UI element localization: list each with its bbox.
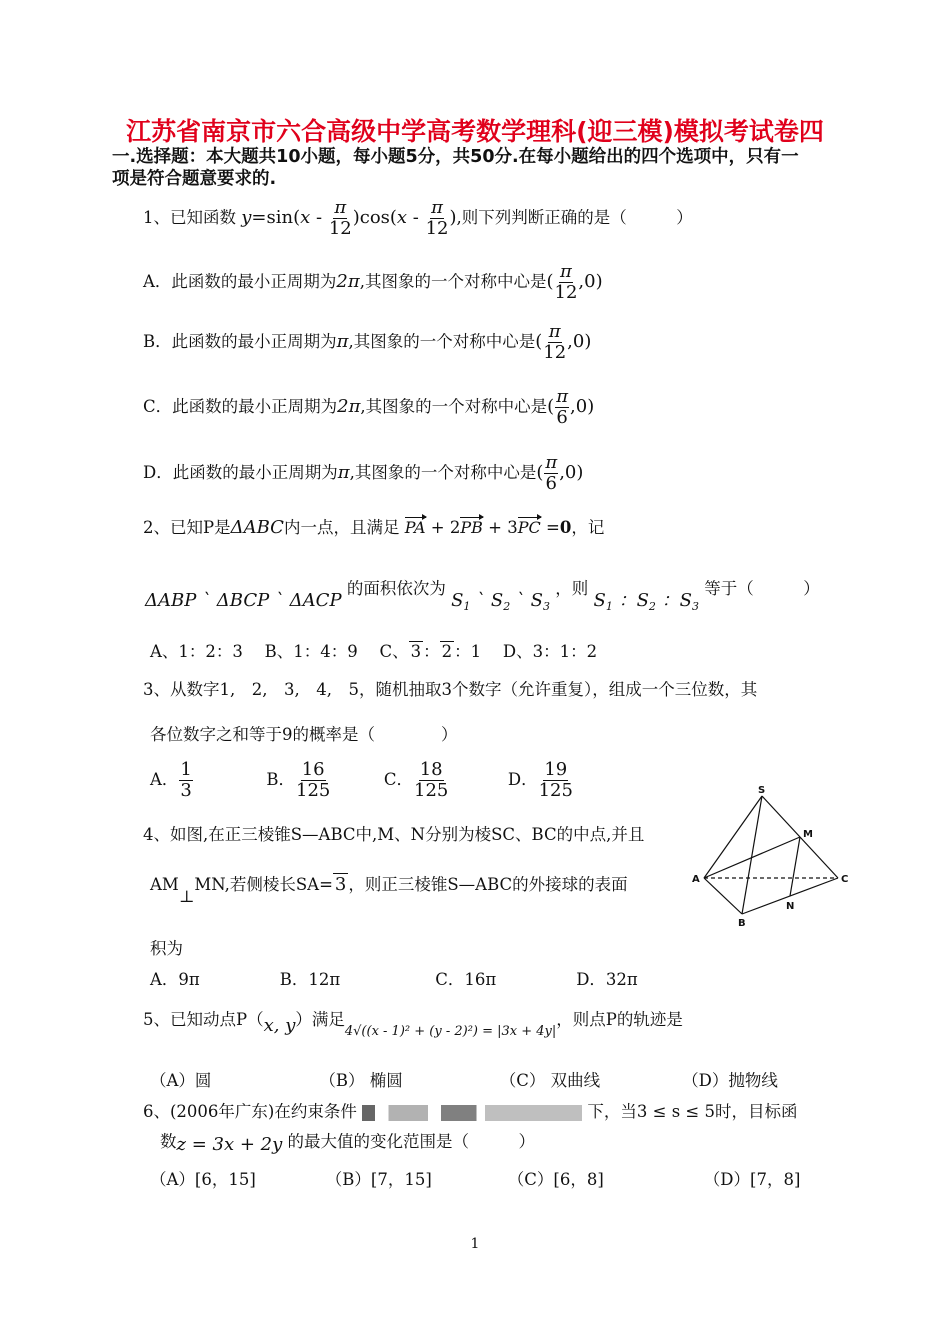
vector-pa: PA (405, 515, 426, 537)
question-2-line2: ΔABP ` ΔBCP ` ΔACP 的面积依次为 $S_1$ ` $S_2$ ` $S_3$ ，则 $S_1$ ：$S_2$ ：$S_3$ 等于（ ） (145, 579, 820, 613)
figure-label-m: M (803, 829, 813, 840)
question-3-options: A． $\frac{1}{3}$ B． $\frac{16}{125}$ C． $\frac{18}{125}$ D． $\frac{19}{125}$ (150, 759, 573, 801)
question-4-line2: AM⊥MN,若侧棱长SA= 3 ，则正三棱锥S—ABC的外接球的表面 (150, 874, 628, 906)
question-4-options: A．9π B．12π C．16π D．32π (150, 970, 638, 989)
question-5-options: （A）圆 （B） 椭圆 （C） 双曲线 （D）抛物线 (150, 1071, 778, 1090)
question-1: 1、已知函数 y=sin(x - $\frac{\pi}{12}$ )cos(x - $\frac{\pi}{12}$ ),则下列判断正确的是（ ） (143, 197, 693, 239)
question-6-options: （A）[6，15] （B）[7，15] （C）[6，8] （D）[7，8] (150, 1170, 801, 1189)
question-3-line1: 3、从数字1, 2, 3, 4, 5，随机抽取3个数字（允许重复），组成一个三位数，其 (143, 680, 758, 699)
question-5: 5、已知动点P（x, y）满足$_{4√((x - 1)^2 + (y - 2)^2) = |3x + 4y|}$，则点P的轨迹是 (143, 1010, 683, 1039)
constraint-system-image (362, 1105, 582, 1121)
question-1-option-b: B．此函数的最小正周期为π,其图象的一个对称中心是( $\frac{\pi}{12}$ ,0) (143, 321, 592, 363)
question-2: 2、已知P是ΔABC内一点，且满足 PA + 2PB + 3PC =0，记 (143, 517, 605, 538)
section-heading-line2: 项是符合题意要求的. (112, 169, 277, 189)
section-heading-line1: 一.选择题：本大题共10小题，每小题5分，共50分.在每小题给出的四个选项中，只有一 (112, 147, 799, 167)
question-4-line3: 积为 (150, 939, 183, 958)
figure-label-a: A (692, 874, 700, 885)
figure-label-s: S (758, 785, 766, 796)
figure-label-b: B (738, 918, 746, 929)
vector-pb: PB (460, 515, 483, 537)
vector-pc: PC (518, 515, 541, 537)
question-1-option-a: A．此函数的最小正周期为2π,其图象的一个对称中心是( $\frac{\pi}{12}$ ,0) (143, 261, 603, 303)
figure-label-n: N (786, 901, 795, 912)
page-number: 1 (470, 1236, 480, 1252)
fraction-pi-12: $\frac{\pi}{12}$ (425, 197, 449, 239)
question-6-line2: 数z = 3x + 2y 的最大值的变化范围是（ ） (160, 1132, 536, 1155)
question-3-line2: 各位数字之和等于9的概率是（ ） (150, 725, 458, 744)
question-4-line1: 4、如图,在正三棱锥S—ABC中,M、N分别为棱SC、BC的中点,并且 (143, 825, 645, 844)
figure-label-c: C (841, 874, 849, 885)
exam-title: 江苏省南京市六合高级中学高考数学理科(迎三模)模拟考试卷四 (126, 117, 824, 146)
question-2-options: A、1：2：3 B、1：4：9 C、 3 ： 2 ：1 D、3：1：2 (150, 642, 598, 661)
question-1-option-d: D．此函数的最小正周期为π,其图象的一个对称中心是( $\frac{\pi}{6}$ ,0) (143, 452, 584, 494)
question-1-option-c: C．此函数的最小正周期为2π,其图象的一个对称中心是( $\frac{\pi}{6}$ ,0) (143, 386, 595, 428)
pyramid-figure (690, 782, 860, 932)
question-6-line1: 6、(2006年广东)在约束条件 下，当3 ≤ s ≤ 5时，目标函 (143, 1102, 798, 1121)
fraction-pi-12: $\frac{\pi}{12}$ (328, 197, 352, 239)
